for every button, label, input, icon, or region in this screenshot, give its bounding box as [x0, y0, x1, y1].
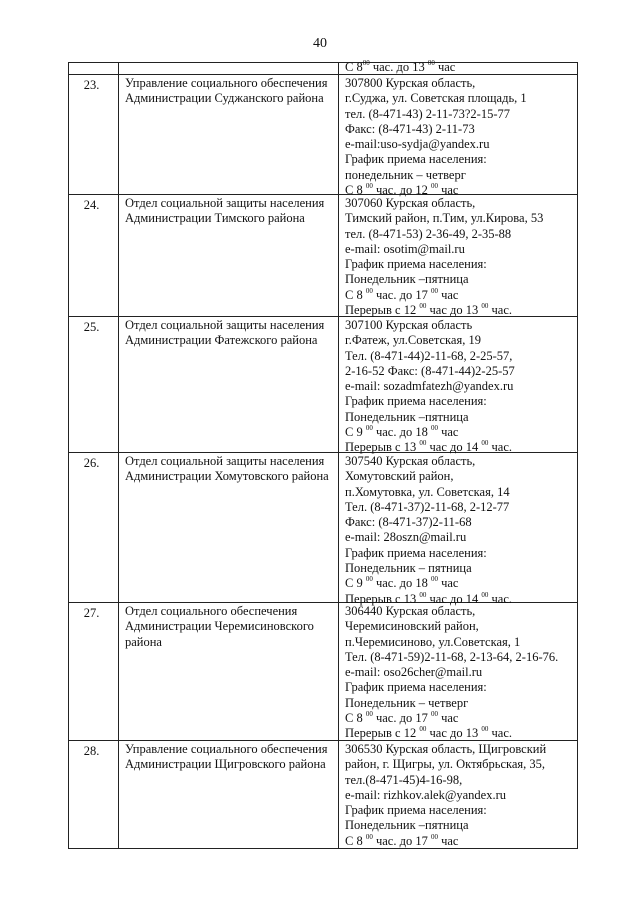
organization-line: Администрации Щигровского района	[125, 757, 326, 772]
organization-line: Отдел социальной защиты населения	[125, 196, 325, 210]
table-row	[68, 603, 578, 741]
line-text: e-mail: osotim@mail.ru	[345, 241, 465, 256]
line-text: График приема населения:	[345, 152, 487, 167]
table-row	[68, 75, 578, 198]
offices-table	[68, 59, 578, 849]
line-text: С 8	[345, 183, 366, 198]
contact-line	[345, 242, 573, 257]
line-text: 2-16-52 Факс: (8-471-44)2-25-57	[345, 363, 515, 378]
contact-line	[345, 425, 573, 440]
line-text: 306440 Курская область,	[345, 604, 476, 618]
line-text: Понедельник –пятница	[345, 409, 469, 424]
organization-line: Управление социального обеспечения	[125, 76, 328, 90]
entry-number	[69, 195, 119, 316]
line-text: час до 14	[426, 440, 482, 455]
organization-line: Отдел социальной защиты населения	[125, 318, 325, 332]
line-text: Перерыв с 12	[345, 726, 420, 741]
superscript-minutes: 00	[481, 725, 489, 734]
contact-line	[345, 168, 573, 183]
entry-number-text: 26.	[83, 456, 100, 470]
line-text: тел.(8-471-45)4-16-98,	[345, 772, 463, 787]
superscript-minutes: 00	[365, 710, 373, 719]
schedule-line	[345, 60, 573, 75]
line-text: Факс: (8-471-37)2-11-68	[345, 515, 472, 530]
line-text: e-mail: oso26cher@mail.ru	[345, 665, 483, 680]
contact-line	[345, 773, 573, 788]
contact-line	[345, 288, 573, 303]
line-text: понедельник – четверг	[345, 167, 466, 182]
superscript-minutes: 00	[419, 439, 427, 448]
contact-line	[345, 757, 573, 772]
line-text: График приема населения:	[345, 545, 487, 560]
organization-name	[119, 453, 339, 602]
contact-line	[345, 454, 573, 469]
line-text: Факс: (8-471-43) 2-11-73	[345, 121, 475, 136]
organization-name	[119, 603, 339, 740]
contact-line	[345, 107, 573, 122]
superscript-minutes: 00	[365, 182, 373, 191]
line-text: e-mail: rizhkov.alek@yandex.ru	[345, 787, 506, 802]
line-text: С 8	[345, 833, 366, 848]
organization-line: Отдел социального обеспечения	[125, 604, 298, 618]
line-text: 307540 Курская область,	[345, 454, 476, 468]
table-row	[68, 453, 578, 606]
line-text: час.	[488, 726, 512, 741]
contact-line	[345, 318, 573, 333]
contact-details	[339, 75, 577, 198]
number-cell	[69, 63, 119, 74]
line-text: час. до 17	[372, 287, 431, 302]
line-text: тел. (8-471-43) 2-11-73?2-15-77	[345, 106, 511, 121]
line-text: час	[437, 425, 459, 440]
contact-line	[345, 379, 573, 394]
contact-details	[339, 317, 577, 455]
organization-line: Администрации Хомутовского района	[125, 469, 329, 484]
line-text: График приема населения:	[345, 257, 487, 272]
line-text: Хомутовский район,	[345, 469, 454, 484]
contact-line	[345, 500, 573, 515]
line-text: С 9	[345, 425, 366, 440]
address-cell	[339, 60, 577, 74]
contact-line	[345, 742, 573, 757]
table-row-carryover	[68, 59, 578, 75]
contact-line	[345, 227, 573, 242]
entry-number-text: 27.	[83, 606, 100, 620]
line-text: Тел. (8-471-59)2-11-68, 2-13-64, 2-16-76.	[345, 649, 559, 664]
line-text: г.Фатеж, ул.Советская, 19	[345, 333, 481, 348]
superscript-minutes: 00	[481, 302, 489, 311]
line-text: Тел. (8-471-44)2-11-68, 2-25-57,	[345, 348, 513, 363]
contact-line	[345, 726, 573, 741]
contact-line	[345, 394, 573, 409]
line-text: час	[437, 833, 459, 848]
line-text: График приема населения:	[345, 803, 487, 818]
contact-line	[345, 91, 573, 106]
contact-line	[345, 469, 573, 484]
superscript-minutes: 00	[365, 286, 373, 295]
line-text: Тимский район, п.Тим, ул.Кирова, 53	[345, 211, 544, 226]
organization-line: Управление социального обеспечения	[125, 742, 328, 756]
contact-line	[345, 834, 573, 849]
line-text: час до 14	[426, 591, 482, 606]
superscript-minutes: 00	[430, 832, 438, 841]
entry-number	[69, 741, 119, 848]
superscript-minutes: 00	[419, 725, 427, 734]
superscript-minutes: 00	[365, 575, 373, 584]
line-text: Понедельник –пятница	[345, 818, 469, 833]
line-text: e-mail:uso-sydja@yandex.ru	[345, 137, 490, 152]
organization-line: Администрации Тимского района	[125, 211, 305, 226]
line-text: час	[437, 183, 459, 198]
contact-line	[345, 788, 573, 803]
line-text: С 8	[345, 60, 363, 74]
superscript-minutes: 00	[419, 590, 427, 599]
line-text: час.	[488, 591, 512, 606]
organization-name	[119, 741, 339, 848]
organization-name	[119, 317, 339, 452]
table-row	[68, 741, 578, 849]
line-text: час. до 17	[372, 711, 431, 726]
entry-number-text: 25.	[83, 320, 100, 334]
organization-name	[119, 75, 339, 194]
contact-line	[345, 803, 573, 818]
contact-details	[339, 195, 577, 316]
superscript-minutes: 00	[430, 575, 438, 584]
contact-line	[345, 257, 573, 272]
superscript-minutes: 00	[430, 286, 438, 295]
line-text: График приема населения:	[345, 394, 487, 409]
line-text: Понедельник – четверг	[345, 695, 469, 710]
contact-line	[345, 696, 573, 711]
line-text: час.	[488, 440, 512, 455]
superscript-minutes: 00	[419, 302, 427, 311]
line-text: г.Суджа, ул. Советская площадь, 1	[345, 91, 527, 106]
line-text: час до 13	[426, 726, 482, 741]
line-text: Тел. (8-471-37)2-11-68, 2-12-77	[345, 499, 510, 514]
contact-line	[345, 650, 573, 665]
line-text: час	[437, 711, 459, 726]
contact-details	[339, 741, 577, 848]
superscript-minutes: 00	[430, 710, 438, 719]
organization-cell	[119, 63, 339, 74]
contact-line	[345, 680, 573, 695]
line-text: С 8	[345, 711, 366, 726]
line-text: Черемисиновский район,	[345, 619, 479, 634]
line-text: час.	[488, 303, 512, 318]
line-text: Перерыв с 12	[345, 303, 420, 318]
contact-line	[345, 272, 573, 287]
organization-line: района	[125, 634, 162, 649]
line-text: район, г. Щигры, ул. Октябрьская, 35,	[345, 757, 546, 772]
line-text: Перерыв с 13	[345, 440, 420, 455]
contact-line	[345, 410, 573, 425]
entry-number	[69, 453, 119, 602]
entry-number	[69, 75, 119, 194]
line-text: час	[437, 287, 459, 302]
organization-line: Администрации Фатежского района	[125, 333, 318, 348]
contact-line	[345, 711, 573, 726]
page-number: 40	[313, 36, 327, 51]
contact-line	[345, 635, 573, 650]
organization-name	[119, 195, 339, 316]
entry-number-text: 24.	[83, 198, 100, 212]
table-row	[68, 317, 578, 453]
line-text: час. до 18	[372, 576, 431, 591]
contact-details	[339, 453, 577, 606]
contact-line	[345, 576, 573, 591]
line-text: час	[437, 576, 459, 591]
line-text: 307060 Курская область,	[345, 196, 476, 210]
contact-line	[345, 818, 573, 833]
contact-line	[345, 122, 573, 137]
contact-line	[345, 211, 573, 226]
superscript-minutes: 00	[365, 832, 373, 841]
contact-line	[345, 619, 573, 634]
line-text: тел. (8-471-53) 2-36-49, 2-35-88	[345, 226, 512, 241]
line-text: п.Хомутовка, ул. Советская, 14	[345, 484, 510, 499]
line-text: час. до 17	[372, 833, 431, 848]
superscript-minutes: 00	[481, 590, 489, 599]
superscript-minutes: 00	[430, 182, 438, 191]
line-text: e-mail: sozadmfatezh@yandex.ru	[345, 379, 514, 394]
superscript-minutes: 00	[430, 424, 438, 433]
contact-line	[345, 665, 573, 680]
line-text: С 9	[345, 576, 366, 591]
contact-line	[345, 485, 573, 500]
table-row	[68, 195, 578, 317]
superscript-minutes: 00	[365, 424, 373, 433]
contact-line	[345, 196, 573, 211]
line-text: час. до 13	[369, 60, 428, 74]
entry-number	[69, 317, 119, 452]
contact-line	[345, 364, 573, 379]
contact-line	[345, 561, 573, 576]
contact-line	[345, 546, 573, 561]
line-text: 307800 Курская область,	[345, 76, 476, 90]
entry-number	[69, 603, 119, 740]
line-text: час. до 12	[372, 183, 431, 198]
contact-details	[339, 603, 577, 740]
organization-line: Администрации Суджанского района	[125, 91, 324, 106]
line-text: Понедельник –пятница	[345, 272, 469, 287]
line-text: С 8	[345, 287, 366, 302]
contact-line	[345, 333, 573, 348]
line-text: час	[434, 60, 456, 74]
line-text: Перерыв с 13	[345, 591, 420, 606]
superscript-minutes: 00	[427, 59, 435, 67]
line-text: 306530 Курская область, Щигровский	[345, 742, 547, 756]
organization-line: Администрации Черемисиновского	[125, 619, 314, 634]
line-text: час. до 18	[372, 425, 431, 440]
line-text: e-mail: 28oszn@mail.ru	[345, 530, 467, 545]
contact-line	[345, 604, 573, 619]
contact-line	[345, 137, 573, 152]
organization-line: Отдел социальной защиты населения	[125, 454, 325, 468]
line-text: Понедельник – пятница	[345, 561, 472, 576]
line-text: 307100 Курская область	[345, 318, 473, 332]
contact-line	[345, 152, 573, 167]
entry-number-text: 23.	[83, 78, 100, 92]
entry-number-text: 28.	[83, 744, 100, 758]
line-text: График приема населения:	[345, 680, 487, 695]
contact-line	[345, 530, 573, 545]
contact-line	[345, 76, 573, 91]
line-text: час до 13	[426, 303, 482, 318]
contact-line	[345, 349, 573, 364]
superscript-minutes: 00	[362, 59, 370, 67]
line-text: п.Черемисиново, ул.Советская, 1	[345, 634, 521, 649]
contact-line	[345, 515, 573, 530]
superscript-minutes: 00	[481, 439, 489, 448]
